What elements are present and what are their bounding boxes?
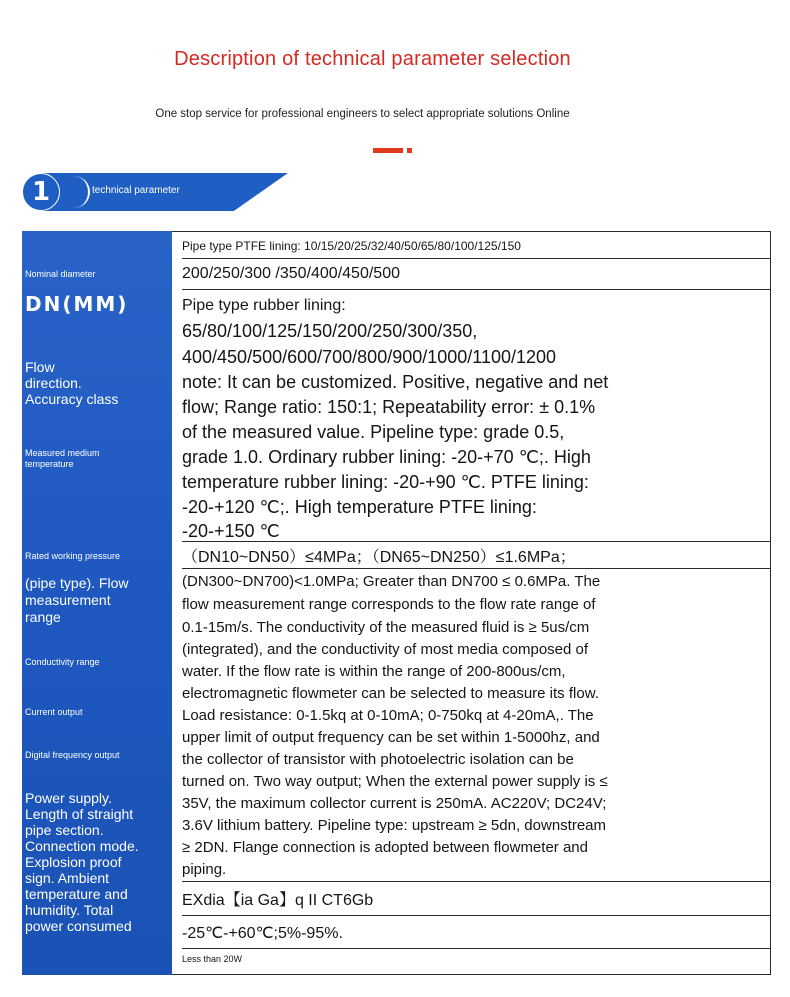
row-divider [182, 289, 771, 290]
value-line: Load resistance: 0-1.5kq at 0-10mA; 0-750kq at 4-20mA,. The [182, 707, 594, 724]
label-measured-medium: Measured medium [25, 448, 100, 458]
label-range: range [25, 609, 61, 625]
right-border [770, 231, 771, 975]
value-line: flow measurement range corresponds to the flow rate range of [182, 596, 596, 613]
label-straight-length: Length of straight [25, 806, 134, 822]
parameter-table [22, 231, 771, 975]
value-line: EXdia【ia Ga】q II CT6Gb [182, 892, 374, 909]
label-nominal-diameter: Nominal diameter [25, 269, 96, 279]
value-line: upper limit of output frequency can be set within 1-5000hz, and [182, 729, 600, 746]
label-direction: direction. [25, 375, 82, 391]
label-current-output: Current output [25, 707, 83, 717]
label-accuracy-class: Accuracy class [25, 391, 119, 407]
section-header [22, 173, 288, 211]
label-rated-working-pressure: Rated working pressure [25, 551, 121, 561]
parameter-label-column [22, 231, 172, 975]
label-humidity-total: humidity. Total [25, 902, 114, 918]
label-temperature: temperature [25, 459, 74, 469]
row-divider [182, 915, 771, 916]
value-line: (integrated), and the conductivity of most media composed of [182, 641, 589, 658]
section-number: 1 [22, 173, 60, 211]
value-line: 0.1-15m/s. The conductivity of the measured fluid is ≥ 5us/cm [182, 619, 590, 636]
value-line: the collector of transistor with photoelectric isolation can be [182, 751, 574, 768]
value-line: of the measured value. Pipeline type: grade 0.5, [182, 422, 565, 442]
parameter-value-column [182, 231, 771, 975]
value-line: note: It can be customized. Positive, negative and net [182, 372, 609, 392]
label-power-consumed: power consumed [25, 918, 132, 934]
value-line: grade 1.0. Ordinary rubber lining: -20-+70 ℃;. High [182, 447, 591, 467]
label-pipe-section: pipe section. [25, 822, 104, 838]
row-divider [182, 541, 771, 542]
label-sign-ambient: sign. Ambient [25, 870, 110, 886]
page-subtitle: One stop service for professional engineers to select appropriate solutions Online [155, 108, 570, 120]
label-conductivity-range: Conductivity range [25, 657, 100, 667]
page-title: Description of technical parameter selection [174, 48, 571, 70]
value-line: electromagnetic flowmeter can be selected to measure its flow. [182, 685, 599, 702]
row-divider [182, 948, 771, 949]
value-line: -25℃-+60℃;5%-95%. [182, 925, 343, 942]
label-connection-mode: Connection mode. [25, 838, 139, 854]
value-line: Pipe type PTFE lining: 10/15/20/25/32/40/50/65/80/100/125/150 [182, 239, 521, 253]
value-line: water. If the flow rate is within the range of 200-800us/cm, [182, 663, 566, 680]
label-power-supply: Power supply. [25, 790, 112, 806]
value-line: turned on. Two way output; When the external power supply is ≤ [182, 773, 608, 790]
value-line: ≥ 2DN. Flange connection is adopted between flowmeter and [182, 839, 588, 856]
value-line: Pipe type rubber lining: [182, 297, 346, 314]
row-divider [182, 881, 771, 882]
value-line: (DN300~DN700)<1.0MPa; Greater than DN700 ≤ 0.6MPa. The [182, 573, 601, 590]
label-digital-frequency-output: Digital frequency output [25, 750, 120, 760]
value-line: piping. [182, 861, 227, 878]
label-measurement: measurement [25, 592, 111, 608]
value-line: flow; Range ratio: 150:1; Repeatability error: ± 0.1% [182, 397, 596, 417]
label-dn-mm: DN(MM) [25, 292, 129, 316]
section-ring-decoration [58, 176, 90, 208]
row-divider [182, 568, 771, 569]
row-divider [182, 258, 771, 259]
value-line: 35V, the maximum collector current is 250mA. AC220V; DC24V; [182, 795, 607, 812]
value-line: 3.6V lithium battery. Pipeline type: upstream ≥ 5dn, downstream [182, 817, 606, 834]
value-line: （DN10~DN50）≤4MPa；（DN65~DN250）≤1.6MPa； [182, 549, 576, 566]
label-temperature-and: temperature and [25, 886, 128, 902]
value-line: temperature rubber lining: -20-+90 ℃. PTFE lining: [182, 472, 589, 492]
label-flow: Flow [25, 359, 55, 375]
value-line: 400/450/500/600/700/800/900/1000/1100/1200 [182, 347, 557, 367]
value-line: 200/250/300 /350/400/450/500 [182, 265, 400, 282]
section-label: technical parameter [92, 185, 180, 196]
label-pipe-type-flow: (pipe type). Flow [25, 575, 129, 591]
value-line: -20-+150 ℃ [182, 521, 280, 541]
label-explosion-proof: Explosion proof [25, 854, 122, 870]
value-line: 65/80/100/125/150/200/250/300/350, [182, 321, 478, 341]
value-line: Less than 20W [182, 954, 243, 964]
value-line: -20-+120 ℃;. High temperature PTFE lining: [182, 497, 537, 517]
